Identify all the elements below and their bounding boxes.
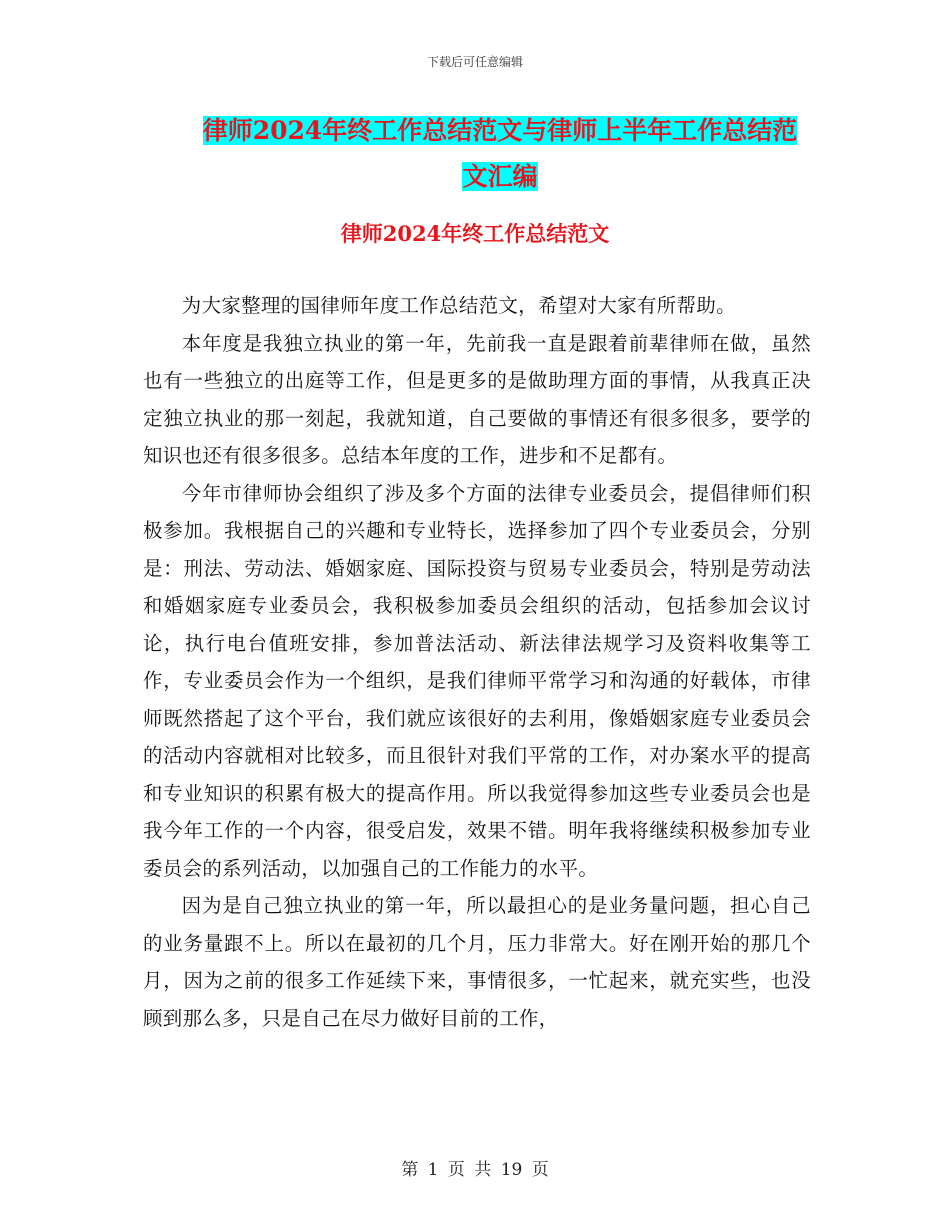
paragraph: 本年度是我独立执业的第一年，先前我一直是跟着前辈律师在做，虽然也有一些独立的出庭等工作，但是更多的是做助理方面的事情，从我真正决定独立执业的那一刻起，我就知道，自己要做的事情还有很多很多，要学的知识也还有很多很多。总结本年度的工作，进步和不足都有。 (143, 331, 811, 467)
document-title-line2: 文汇编 (462, 162, 538, 191)
paragraph: 因为是自己独立执业的第一年，所以最担心的是业务量问题，担心自己的业务量跟不上。所以在最初的几个月，压力非常大。好在刚开始的那几个月，因为之前的很多工作延续下来，事情很多，一忙起来，就充实些，也没顾到那么多，只是自己在尽力做好目前的工作， (143, 894, 811, 1030)
document-body (143, 287, 811, 1037)
section-title: 律师2024年终工作总结范文 (340, 221, 610, 246)
paragraph: 为大家整理的国律师年度工作总结范文，希望对大家有所帮助。 (181, 294, 736, 317)
page-header-note: 下载后可任意编辑 (426, 55, 523, 69)
document-title-line1: 律师2024年终工作总结范文与律师上半年工作总结范 (202, 116, 798, 145)
document-title (140, 108, 860, 200)
paragraph: 今年市律师协会组织了涉及多个方面的法律专业委员会，提倡律师们积极参加。我根据自己的兴趣和专业特长，选择参加了四个专业委员会，分别是：刑法、劳动法、婚姻家庭、国际投资与贸易专业委员会，特别是劳动法和婚姻家庭专业委员会，我积极参加委员会组织的活动，包括参加会议讨论，执行电台值班安排，参加普法活动、新法律法规学习及资料收集等工作，专业委员会作为一个组织，是我们律师平常学习和沟通的好载体，市律师既然搭起了这个平台，我们就应该很好的去利用，像婚姻家庭专业委员会的活动内容就相对比较多，而且很针对我们平常的工作，对办案水平的提高和专业知识的积累有极大的提高作用。所以我觉得参加这些专业委员会也是我今年工作的一个内容，很受启发，效果不错。明年我将继续积极参加专业委员会的系列活动，以加强自己的工作能力的水平。 (143, 481, 811, 880)
page-number: 第 1 页 共 19 页 (401, 1160, 549, 1180)
